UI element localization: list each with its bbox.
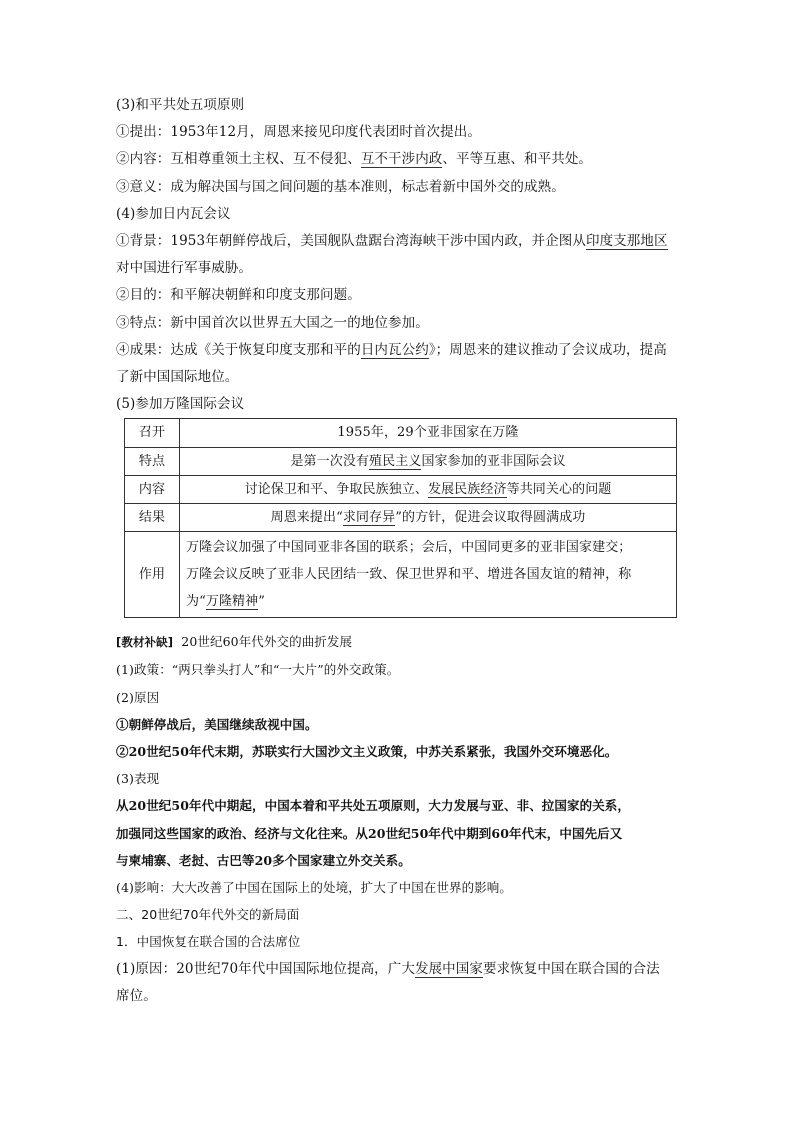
- row-key: 内容: [125, 475, 180, 503]
- paragraph: 从20世纪50年代中期起，中国本着和平共处五项原则，大力发展与亚、非、拉国家的关系，: [116, 798, 630, 814]
- paragraph: 对中国进行军事威胁。: [116, 260, 252, 277]
- paragraph: ①朝鲜停战后，美国继续敌视中国。: [116, 716, 318, 732]
- paragraph: (1)政策：“两只拳头打人”和“一大片”的外交政策。: [116, 662, 400, 678]
- underlined-term: 发展民族经济: [427, 481, 507, 497]
- underlined-term: 发展中国家: [414, 960, 483, 977]
- paragraph: (1)原因：20世纪70年代中国国际地位提高，广大发展中国家要求恢复中国在联合国的合法: [116, 960, 660, 977]
- paragraph: 加强同这些国家的政治、经济与文化往来。从20世纪50年代中期到60年代末，中国先后又: [116, 825, 623, 841]
- paragraph: 了新中国国际地位。: [116, 369, 239, 386]
- row-key: 结果: [125, 504, 180, 532]
- table-row: [125, 532, 677, 618]
- section-heading-bandung: (5)参加万隆国际会议: [116, 396, 245, 413]
- row-value: 万隆会议加强了中国同亚非各国的联系；会后，中国同更多的亚非国家建交； 万隆会议反映了亚非人民团结一致、保卫世界和平、增进各国友谊的精神，称 为“万隆精神”: [180, 532, 677, 618]
- table-row: [125, 447, 677, 475]
- part-heading-70s: 二、20世纪70年代外交的新局面: [116, 907, 300, 923]
- bandung-table: [124, 418, 677, 618]
- paragraph: (2)原因: [116, 689, 160, 705]
- section-heading-geneva: (4)参加日内瓦会议: [116, 205, 231, 222]
- row-value: 周恩来提出“求同存异”的方针，促进会议取得圆满成功: [180, 504, 677, 532]
- paragraph: ④成果：达成《关于恢复印度支那和平的日内瓦公约》；周恩来的建议推动了会议成功，提高: [116, 341, 667, 358]
- paragraph: ②20世纪50年代末期，苏联实行大国沙文主义政策，中苏关系紧张，我国外交环境恶化。: [116, 744, 618, 760]
- underlined-term: 印度支那地区: [585, 233, 668, 250]
- underlined-term: 殖民主义: [369, 453, 422, 469]
- paragraph: ①背景：1953年朝鲜停战后，美国舰队盘踞台湾海峡干涉中国内政，并企图从印度支那地区: [116, 233, 668, 250]
- underlined-term: 日内瓦公约: [360, 341, 429, 358]
- paragraph: 席位。: [116, 987, 157, 1004]
- supplement-tag: [教材补缺]: [116, 635, 174, 650]
- paragraph: 与柬埔寨、老挝、古巴等20多个国家建立外交关系。: [116, 852, 411, 868]
- paragraph: (4)影响：大大改善了中国在国际上的处境，扩大了中国在世界的影响。: [116, 880, 513, 896]
- underlined-term: 万隆精神: [205, 594, 259, 610]
- row-value: 讨论保卫和平、争取民族独立、发展民族经济等共同关心的问题: [180, 475, 677, 503]
- supplement-block: [116, 628, 682, 901]
- table-row: [125, 419, 677, 447]
- underlined-term: 互不干涉内政: [360, 151, 443, 168]
- row-key: 召开: [125, 419, 180, 447]
- table-row: [125, 475, 677, 503]
- row-key: 作用: [125, 532, 180, 618]
- row-value: 1955年，29个亚非国家在万隆: [180, 419, 677, 447]
- subheading-un-seat: 1．中国恢复在联合国的合法席位: [116, 934, 301, 950]
- paragraph: ③意义：成为解决国与国之间问题的基本准则，标志着新中国外交的成熟。: [116, 178, 565, 195]
- paragraph: ②内容：互相尊重领土主权、互不侵犯、互不干涉内政、平等互惠、和平共处。: [116, 151, 593, 168]
- paragraph: ②目的：和平解决朝鲜和印度支那问题。: [116, 287, 361, 304]
- paragraph: ③特点：新中国首次以世界五大国之一的地位参加。: [116, 314, 429, 331]
- paragraph: ①提出：1953年12月，周恩来接见印度代表团时首次提出。: [116, 124, 481, 141]
- underlined-term: 求同存异: [342, 510, 396, 526]
- document-page: [116, 92, 682, 1010]
- table-row: [125, 504, 677, 532]
- row-key: 特点: [125, 447, 180, 475]
- paragraph: (3)表现: [116, 771, 160, 787]
- row-value: 是第一次没有殖民主义国家参加的亚非国际会议: [180, 447, 677, 475]
- supplement-heading: [教材补缺] 20世纪60年代外交的曲折发展: [116, 634, 353, 650]
- section-heading-peaceful-coexistence: (3)和平共处五项原则: [116, 97, 245, 113]
